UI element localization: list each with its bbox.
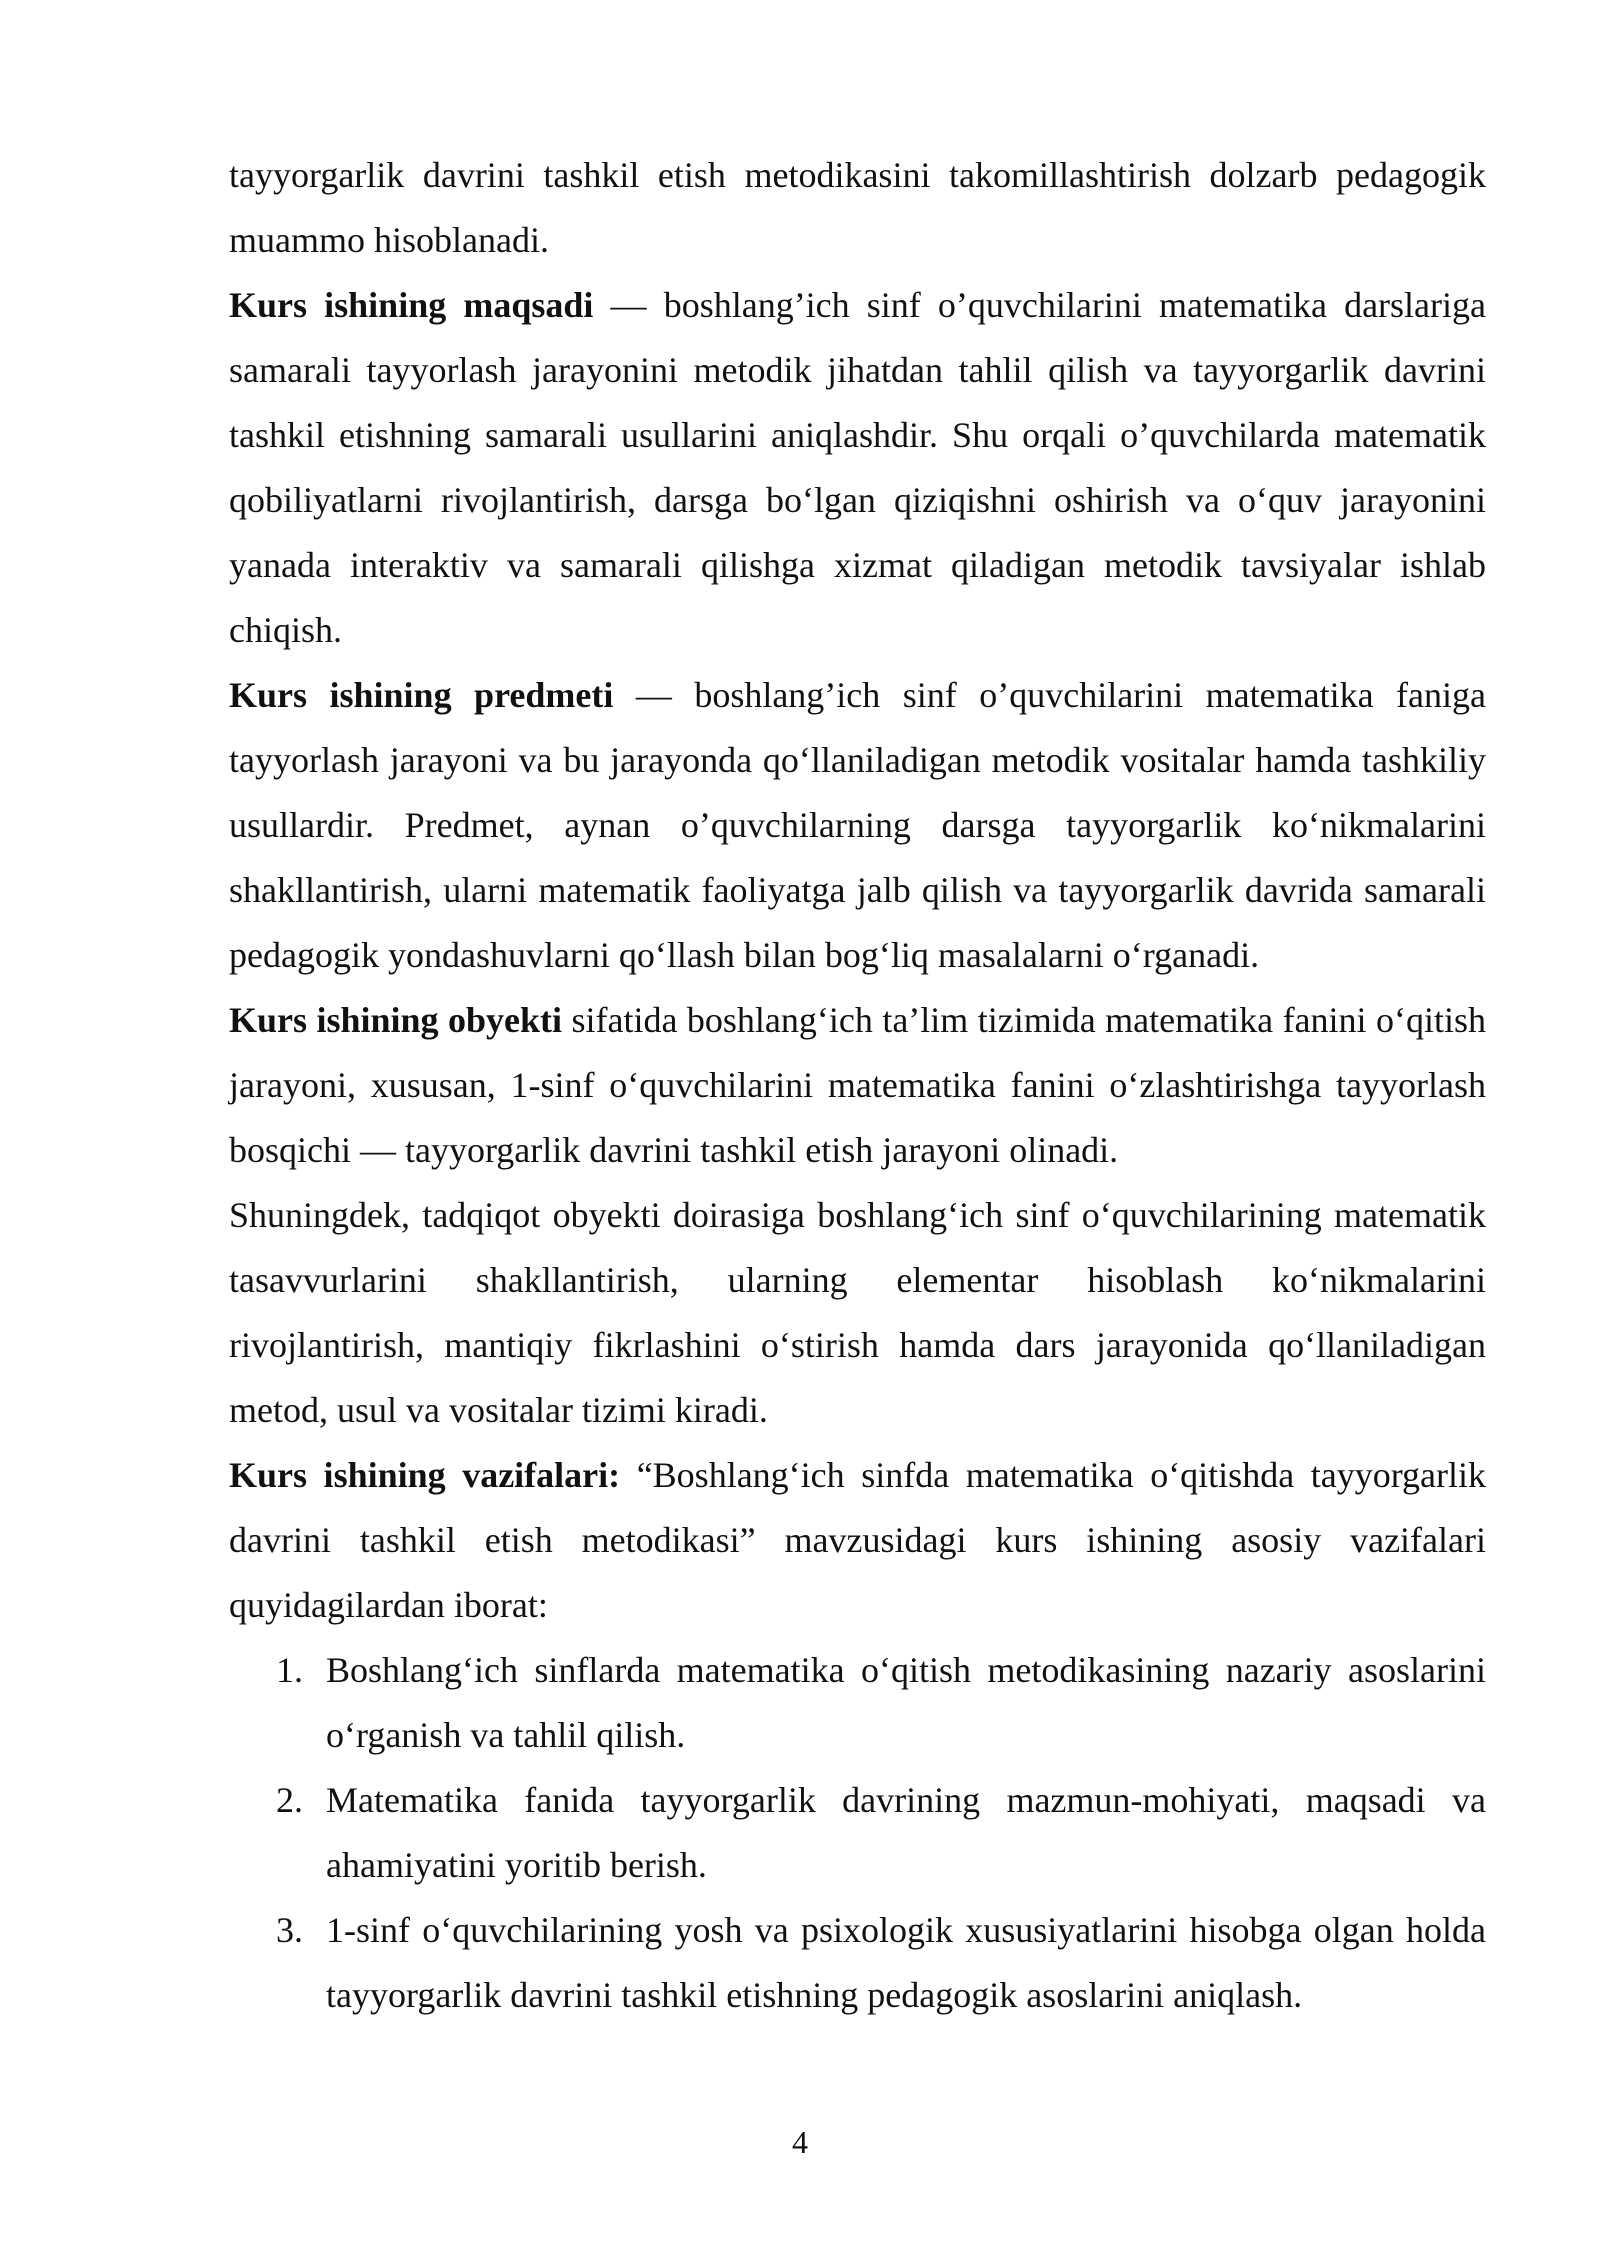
list-item-number: 2.	[276, 1780, 303, 1820]
page-number: 4	[792, 2124, 808, 2160]
list-item	[229, 1898, 1486, 2028]
list-item-text: Matematika fanida tayyorgarlik davrining mazmun-mohiyati, maqsadi va ahamiyatini yoritib berish.	[326, 1780, 1486, 1885]
intro-text: tayyorgarlik davrini tashkil etish metodikasini takomillashtirish dolzarb pedagogik muammo hisoblanadi.	[229, 155, 1486, 260]
intro-paragraph	[229, 143, 1486, 273]
subject-heading: Kurs ishining predmeti	[229, 675, 614, 715]
tasks-list	[229, 1638, 1486, 2028]
tasks-text: “Boshlang‘ich sinfda matematika o‘qitishda tayyorgarlik davrini tashkil etish metodikasi” mavzusidagi kurs ishining asosiy vazifalari quyidagilardan iborat:	[229, 1455, 1487, 1625]
list-item-text: 1-sinf o‘quvchilarining yosh va psixologik xususiyatlarini hisobga olgan holda tayyorgarlik davrini tashkil etishning pedagogik asoslarini aniqlash.	[326, 1910, 1486, 2015]
goal-text: — boshlang’ich sinf o’quvchilarini matematika darslariga samarali tayyorlash jarayonini metodik jihatdan tahlil qilish va tayyorgarlik davrini tashkil etishning samarali usullarini aniqlashdir. Shu orqali o’quvchilarda matematik qobiliyatlarni rivojlantirish, darsga bo‘lgan qiziqishni oshirish va o‘quv jarayonini yanada interaktiv va samarali qilishga xizmat qiladigan metodik tavsiyalar ishlab chiqish.	[229, 285, 1487, 650]
list-item	[229, 1768, 1486, 1898]
list-item-text: Boshlang‘ich sinflarda matematika o‘qitish metodikasining nazariy asoslarini o‘rganish va tahlil qilish.	[326, 1650, 1486, 1755]
object-paragraph	[229, 988, 1486, 1183]
goal-heading: Kurs ishining maqsadi	[229, 285, 594, 325]
list-item	[229, 1638, 1486, 1768]
object-scope-text: Shuningdek, tadqiqot obyekti doirasiga boshlang‘ich sinf o‘quvchilarining matematik tasavvurlarini shakllantirish, ularning elementar hisoblash ko‘nikmalarini rivojlantirish, mantiqiy fikrlashini o‘stirish hamda dars jarayonida qo‘llaniladigan metod, usul va vositalar tizimi kiradi.	[229, 1195, 1486, 1430]
list-item-number: 1.	[276, 1650, 303, 1690]
object-heading: Kurs ishining obyekti	[229, 1000, 563, 1040]
list-item-number: 3.	[276, 1910, 303, 1950]
tasks-paragraph	[229, 1443, 1486, 1638]
subject-text: — boshlang’ich sinf o’quvchilarini matematika faniga tayyorlash jarayoni va bu jarayonda qo‘llaniladigan metodik vositalar hamda tashkiliy usullardir. Predmet, aynan o’quvchilarning darsga tayyorgarlik ko‘nikmalarini shakllantirish, ularni matematik faoliyatga jalb qilish va tayyorgarlik davrida samarali pedagogik yondashuvlarni qo‘llash bilan bog‘liq masalalarni o‘rganadi.	[229, 675, 1486, 975]
object-scope-paragraph	[229, 1183, 1486, 1443]
subject-paragraph	[229, 663, 1486, 988]
tasks-heading: Kurs ishining vazifalari:	[229, 1455, 621, 1495]
object-text: sifatida boshlang‘ich ta’lim tizimida matematika fanini o‘qitish jarayoni, xususan, 1-sinf o‘quvchilarini matematika fanini o‘zlashtirishga tayyorlash bosqichi — tayyorgarlik davrini tashkil etish jarayoni olinadi.	[229, 1000, 1486, 1170]
goal-paragraph	[229, 273, 1486, 663]
page-body	[229, 143, 1486, 2028]
